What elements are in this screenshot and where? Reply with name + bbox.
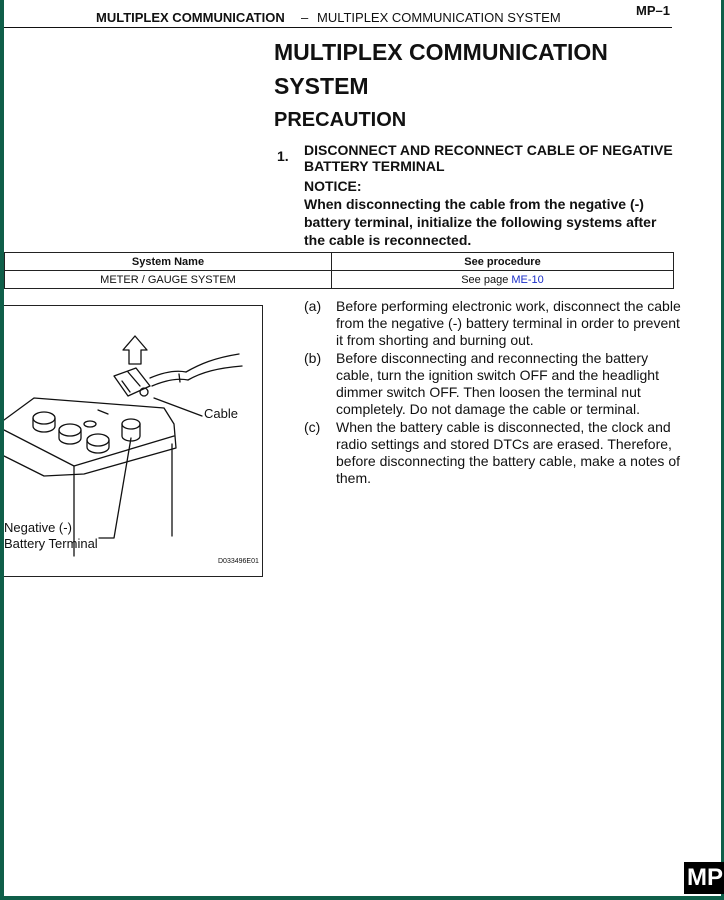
cell-system-name: METER / GAUGE SYSTEM	[5, 271, 332, 289]
procedure-link[interactable]: ME-10	[511, 273, 544, 286]
battery-illustration	[4, 305, 263, 577]
item-letter: (c)	[304, 419, 321, 435]
item-text: Before disconnecting and reconnecting the battery cable, turn the ignition switch OFF and the headlight dimmer switch OFF. Then loosen the terminal nut completely. Do not damage the cable or terminal.	[336, 350, 659, 417]
cable-label: Cable	[204, 406, 238, 421]
negative-label-line2: Battery Terminal	[4, 536, 98, 551]
column-header-procedure: See procedure	[332, 253, 674, 271]
section-heading: PRECAUTION	[274, 109, 407, 131]
page-title: MULTIPLEX COMMUNICATION SYSTEM	[274, 39, 608, 99]
step-number: 1.	[277, 148, 289, 164]
item-letter: (b)	[304, 350, 322, 366]
list-item	[304, 350, 684, 418]
column-header-system: System Name	[5, 253, 332, 271]
figure-code: D033496E01	[218, 558, 259, 565]
header-separator: –	[301, 10, 309, 25]
table-row	[5, 271, 674, 289]
notice-label: NOTICE:	[304, 178, 362, 194]
notice-text: When disconnecting the cable from the negative (-) battery terminal, initialize the following systems after the cable is reconnected.	[304, 196, 657, 248]
procedure-list	[304, 298, 684, 488]
header-rule	[4, 27, 672, 28]
procedure-table	[4, 252, 674, 289]
item-text: When the battery cable is disconnected, the clock and radio settings and stored DTCs are erased. Therefore, before disconnecting the battery cable, make a notes of them.	[336, 419, 680, 486]
list-item	[304, 298, 684, 349]
list-item	[304, 419, 684, 487]
see-page-text: See page	[461, 273, 512, 286]
item-text: Before performing electronic work, disconnect the cable from the negative (-) battery terminal in order to prevent it from shorting and burning out.	[336, 298, 681, 348]
page-number: MP–1	[636, 3, 670, 18]
negative-terminal-label	[4, 520, 98, 552]
negative-label-line1: Negative (-)	[4, 520, 72, 535]
manual-page	[4, 0, 721, 896]
header-section: MULTIPLEX COMMUNICATION	[96, 10, 285, 25]
step-heading: DISCONNECT AND RECONNECT CABLE OF NEGATIVE BATTERY TERMINAL	[304, 142, 673, 174]
item-letter: (a)	[304, 298, 322, 314]
cell-procedure	[332, 271, 674, 289]
header-title: MULTIPLEX COMMUNICATION SYSTEM	[317, 10, 561, 25]
section-tab: MP	[684, 862, 724, 894]
table-header-row	[5, 253, 674, 271]
